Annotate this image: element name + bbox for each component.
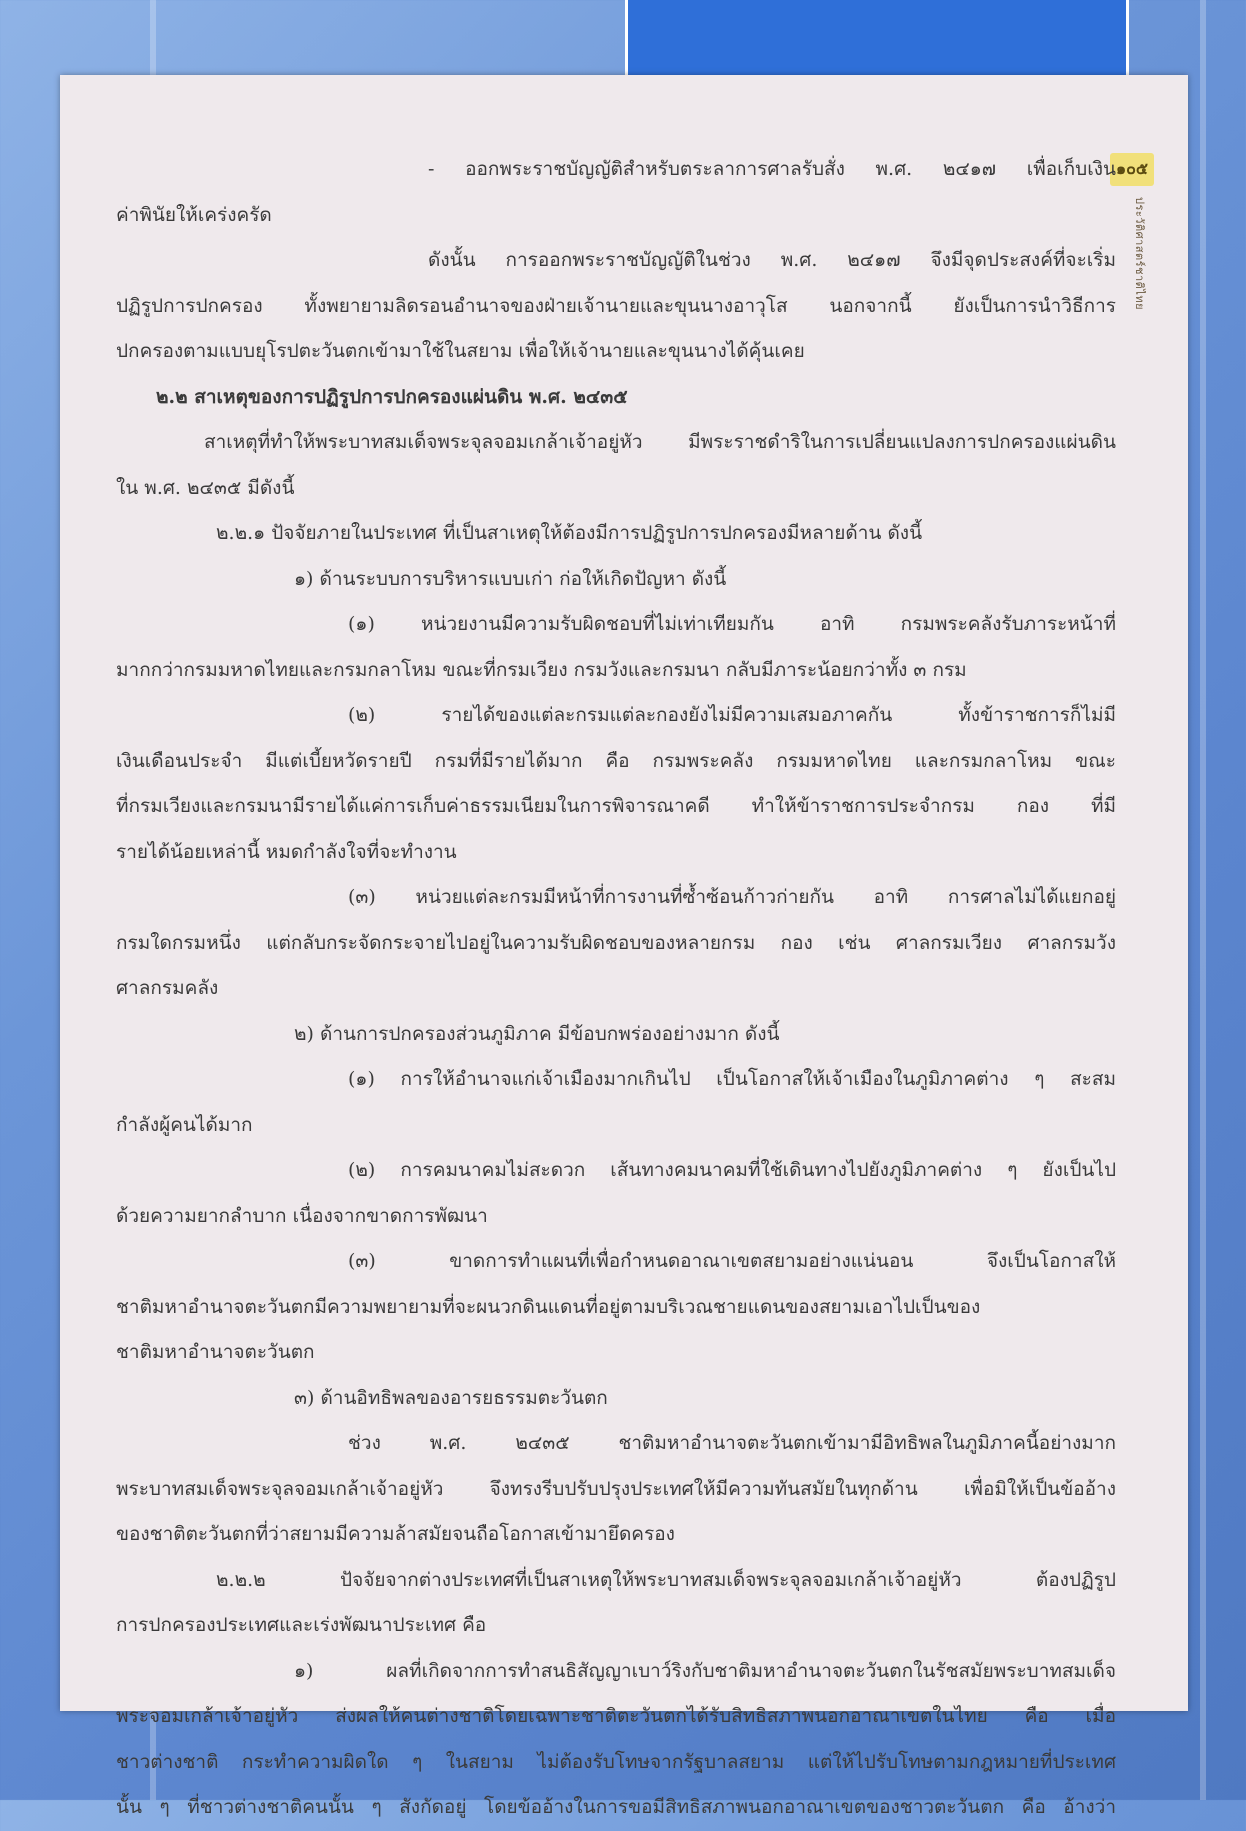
text-line: ๑) ผลที่เกิดจากการทำสนธิสัญญาเบาว์ริงกับชาติมหาอำนาจตะวันตกในรัชสมัยพระบาทสมเด็จ	[294, 1659, 1116, 1682]
text-line: ค่าพินัยให้เคร่งครัด	[116, 203, 272, 226]
text-line: (๒) การคมนาคมไม่สะดวก เส้นทางคมนาคมที่ใช้เดินทางไปยังภูมิภาคต่าง ๆ ยังเป็นไป	[348, 1159, 1116, 1181]
text-line: ที่กรมเวียงและกรมนามีรายได้แค่การเก็บค่าธรรมเนียมในการพิจารณาคดี ทำให้ข้าราชการประจำกรม กอง ที่มี	[116, 795, 1116, 817]
text-line: ดังนั้น การออกพระราชบัญญัติในช่วง พ.ศ. ๒๔๑๗ จึงมีจุดประสงค์ที่จะเริ่ม	[428, 249, 1116, 271]
text-line: ช่วง พ.ศ. ๒๔๓๕ ชาติมหาอำนาจตะวันตกเข้ามามีอิทธิพลในภูมิภาคนี้อย่างมาก	[348, 1432, 1116, 1454]
text-line: ปฏิรูปการปกครอง ทั้งพยายามลิดรอนอำนาจของฝ่ายเจ้านายและขุนนางอาวุโส นอกจากนี้ ยังเป็นการนำวิธีการ	[116, 294, 1116, 317]
text-line: ๓) ด้านอิทธิพลของอารยธรรมตะวันตก	[294, 1386, 608, 1409]
section-heading: ๒.๒ สาเหตุของการปฏิรูปการปกครองแผ่นดิน พ.ศ. ๒๔๓๕	[156, 385, 628, 408]
text-line: นั้น ๆ ที่ชาวต่างชาติคนนั้น ๆ สังกัดอยู่ โดยข้ออ้างในการขอมีสิทธิสภาพนอกอาณาเขตของชาวตะวันตก คือ อ้างว่า	[116, 1796, 1116, 1818]
text-line: รายได้น้อยเหล่านี้ หมดกำลังใจที่จะทำงาน	[116, 840, 457, 863]
text-line: - ออกพระราชบัญญัติสำหรับตระลาการศาลรับสั่ง พ.ศ. ๒๔๑๗ เพื่อเก็บเงิน	[428, 158, 1116, 180]
text-line: สาเหตุที่ทำให้พระบาทสมเด็จพระจุลจอมเกล้าเจ้าอยู่หัว มีพระราชดำริในการเปลี่ยนแปลงการปกครองแผ่นดิน	[204, 431, 1116, 453]
text-line: ชาติมหาอำนาจตะวันตกมีความพยายามที่จะผนวกดินแดนที่อยู่ตามบริเวณชายแดนของสยามเอาไปเป็นของ	[116, 1295, 981, 1318]
text-line: กำลังผู้คนได้มาก	[116, 1113, 253, 1136]
text-line: (๑) หน่วยงานมีความรับผิดชอบที่ไม่เท่าเทียมกัน อาทิ กรมพระคลังรับภาระหน้าที่	[348, 613, 1116, 635]
text-line: กรมใดกรมหนึ่ง แต่กลับกระจัดกระจายไปอยู่ในความรับผิดชอบของหลายกรม กอง เช่น ศาลกรมเวียง ศาลกรมวัง	[116, 931, 1116, 954]
text-line: มากกว่ากรมมหาดไทยและกรมกลาโหม ขณะที่กรมเวียง กรมวังและกรมนา กลับมีภาระน้อยกว่าทั้ง ๓ กรม	[116, 658, 967, 681]
text-line: เงินเดือนประจำ มีแต่เบี้ยหวัดรายปี กรมที่มีรายได้มาก คือ กรมพระคลัง กรมมหาดไทย และกรมกลาโหม ขณะ	[116, 749, 1116, 772]
text-line: (๓) ขาดการทำแผนที่เพื่อกำหนดอาณาเขตสยามอย่างแน่นอน จึงเป็นโอกาสให้	[348, 1250, 1116, 1272]
text-line: ๒) ด้านการปกครองส่วนภูมิภาค มีข้อบกพร่องอย่างมาก ดังนี้	[294, 1022, 780, 1045]
text-line: ของชาติตะวันตกที่ว่าสยามมีความล้าสมัยจนถือโอกาสเข้ามายึดครอง	[116, 1523, 675, 1545]
body-text	[116, 147, 1116, 1831]
text-line: พระบาทสมเด็จพระจุลจอมเกล้าเจ้าอยู่หัว จึงทรงรีบปรับปรุงประเทศให้มีความทันสมัยในทุกด้าน เพื่อมิให้เป็นข้ออ้าง	[116, 1477, 1116, 1500]
page-number: ๑๐๕	[1110, 153, 1154, 186]
text-line: (๒) รายได้ของแต่ละกรมแต่ละกองยังไม่มีความเสมอภาคกัน ทั้งข้าราชการก็ไม่มี	[348, 704, 1116, 726]
text-line: ปกครองตามแบบยุโรปตะวันตกเข้ามาใช้ในสยาม เพื่อให้เจ้านายและขุนนางได้คุ้นเคย	[116, 340, 805, 362]
text-line: (๑) การให้อำนาจแก่เจ้าเมืองมากเกินไป เป็นโอกาสให้เจ้าเมืองในภูมิภาคต่าง ๆ สะสม	[348, 1068, 1116, 1090]
text-line: ๒.๒.๒ ปัจจัยจากต่างประเทศที่เป็นสาเหตุให้พระบาทสมเด็จพระจุลจอมเกล้าเจ้าอยู่หัว ต้องปฏิรูป	[216, 1568, 1116, 1591]
text-line: ชาติมหาอำนาจตะวันตก	[116, 1341, 315, 1363]
text-line: ศาลกรมคลัง	[116, 977, 219, 999]
background-stripe	[1200, 0, 1206, 1800]
text-line: ชาวต่างชาติ กระทำความผิดใด ๆ ในสยาม ไม่ต้องรับโทษจากรัฐบาลสยาม แต่ให้ไปรับโทษตามกฎหมายที่ประเทศ	[116, 1750, 1116, 1773]
text-line: ๒.๒.๑ ปัจจัยภายในประเทศ ที่เป็นสาเหตุให้ต้องมีการปฏิรูปการปกครองมีหลายด้าน ดังนี้	[216, 522, 923, 544]
text-line: ๑) ด้านระบบการบริหารแบบเก่า ก่อให้เกิดปัญหา ดังนี้	[294, 567, 727, 590]
text-line: ใน พ.ศ. ๒๔๓๕ มีดังนี้	[116, 476, 295, 499]
text-line: (๓) หน่วยแต่ละกรมมีหน้าที่การงานที่ซ้ำซ้อนก้าวก่ายกัน อาทิ การศาลไม่ได้แยกอยู่	[348, 886, 1116, 908]
text-line: การปกครองประเทศและเร่งพัฒนาประเทศ คือ	[116, 1614, 487, 1636]
background-top-panel	[625, 0, 1129, 78]
text-line: พระจอมเกล้าเจ้าอยู่หัว ส่งผลให้คนต่างชาติโดยเฉพาะชาติตะวันตกได้รับสิทธิสภาพนอกอาณาเขตในไทย คือ เมื่อ	[116, 1705, 1116, 1727]
document-page	[60, 75, 1188, 1818]
side-running-header: ประวัติศาสตร์ชาติไทย	[1133, 197, 1146, 311]
text-line: ด้วยความยากลำบาก เนื่องจากขาดการพัฒนา	[116, 1204, 488, 1227]
